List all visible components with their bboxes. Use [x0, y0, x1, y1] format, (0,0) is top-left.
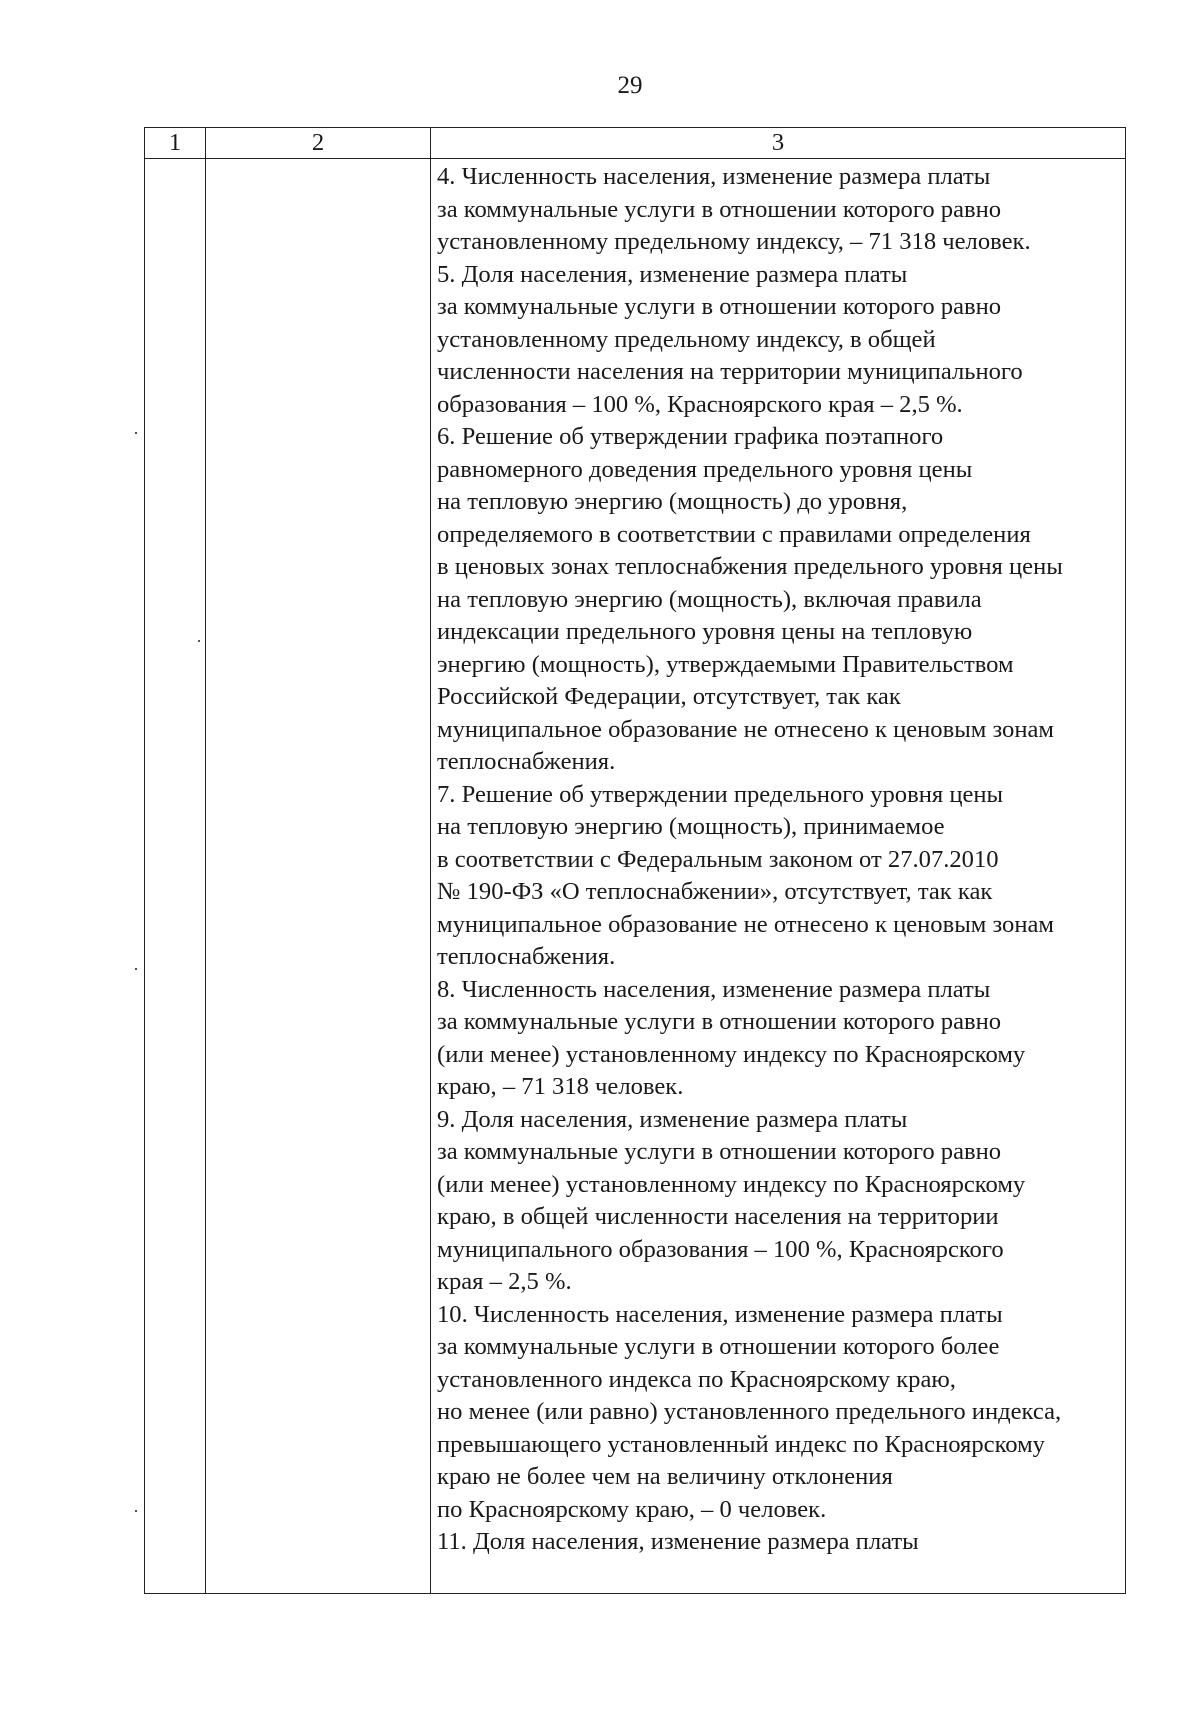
text-line: 11. Доля населения, изменение размера платы	[437, 1528, 919, 1555]
text-line: 4. Численность населения, изменение размера платы	[437, 163, 991, 190]
text-line: за коммунальные услуги в отношении которого равно	[437, 195, 1002, 223]
text-line: за коммунальные услуги в отношении которого равно	[437, 293, 1002, 320]
cell-column-1	[145, 159, 206, 1594]
text-line: муниципальное образование не отнесено к ценовым зонам	[437, 715, 1054, 743]
text-line: в соответствии с Федеральным законом от 27.07.2010	[437, 845, 999, 873]
table-header-row	[145, 128, 1126, 159]
text-line: (или менее) установленному индексу по Красноярскому	[437, 1040, 1026, 1068]
text-line: но менее (или равно) установленного предельного индекса,	[437, 1398, 1062, 1425]
scan-speck	[135, 1510, 137, 1512]
cell-column-2	[206, 159, 431, 1594]
text-line: установленного индекса по Красноярскому краю,	[437, 1365, 956, 1393]
text-line: Российской Федерации, отсутствует, так как	[437, 683, 901, 710]
column-header-3: 3	[431, 128, 1126, 159]
text-line: на тепловую энергию (мощность) до уровня,	[437, 488, 908, 515]
text-line: по Красноярскому краю, – 0 человек.	[437, 1495, 827, 1523]
text-line: на тепловую энергию (мощность), принимаемое	[437, 813, 945, 840]
text-line: края – 2,5 %.	[437, 1268, 572, 1295]
text-line: краю, – 71 318 человек.	[437, 1073, 684, 1100]
text-line: на тепловую энергию (мощность), включая правила	[437, 585, 982, 613]
column-header-1: 1	[145, 128, 206, 159]
text-line: 10. Численность населения, изменение размера платы	[437, 1300, 1003, 1328]
text-line: 7. Решение об утверждении предельного уровня цены	[437, 780, 1004, 808]
text-line: энергию (мощность), утверждаемыми Правительством	[437, 650, 1014, 678]
cell-column-3	[431, 159, 1126, 1594]
text-line: равномерного доведения предельного уровня цены	[437, 455, 973, 483]
table-row	[145, 159, 1126, 1594]
text-line: 8. Численность населения, изменение размера платы	[437, 975, 991, 1003]
text-line: теплоснабжения.	[437, 748, 616, 775]
text-line: определяемого в соответствии с правилами определения	[437, 520, 1031, 548]
text-line: муниципальное образование не отнесено к ценовым зонам	[437, 910, 1054, 938]
text-line: муниципального образования – 100 %, Красноярского	[437, 1235, 1004, 1263]
text-line: установленному предельному индексу, – 71 318 человек.	[437, 228, 1031, 255]
column-header-2: 2	[206, 128, 431, 159]
scan-speck	[135, 432, 137, 434]
scan-speck	[135, 968, 137, 970]
text-line: за коммунальные услуги в отношении которого равно	[437, 1008, 1002, 1035]
text-line: в ценовых зонах теплоснабжения предельного уровня цены	[437, 553, 1063, 580]
text-line: за коммунальные услуги в отношении которого равно	[437, 1138, 1002, 1165]
text-line: (или менее) установленному индексу по Красноярскому	[437, 1170, 1026, 1198]
scan-speck	[198, 640, 200, 642]
page-number: 29	[617, 72, 643, 99]
text-line: теплоснабжения.	[437, 943, 616, 970]
text-line: № 190-ФЗ «О теплоснабжении», отсутствует, так как	[437, 878, 993, 905]
text-line: 6. Решение об утверждении графика поэтапного	[437, 423, 944, 450]
text-line: индексации предельного уровня цены на тепловую	[437, 618, 973, 645]
text-line: установленному предельному индексу, в общей	[437, 325, 936, 353]
text-line: краю не более чем на величину отклонения	[437, 1463, 893, 1490]
text-line: за коммунальные услуги в отношении которого более	[437, 1333, 1000, 1360]
text-line: 5. Доля населения, изменение размера платы	[437, 260, 908, 288]
text-line: краю, в общей численности населения на территории	[437, 1203, 999, 1230]
text-line: образования – 100 %, Красноярского края – 2,5 %.	[437, 390, 963, 418]
text-line: превышающего установленный индекс по Красноярскому	[437, 1430, 1045, 1458]
indicator-text-block	[437, 161, 1121, 1559]
document-table	[144, 127, 1126, 1594]
text-line: численности населения на территории муниципального	[437, 358, 1023, 385]
text-line: 9. Доля населения, изменение размера платы	[437, 1105, 908, 1133]
